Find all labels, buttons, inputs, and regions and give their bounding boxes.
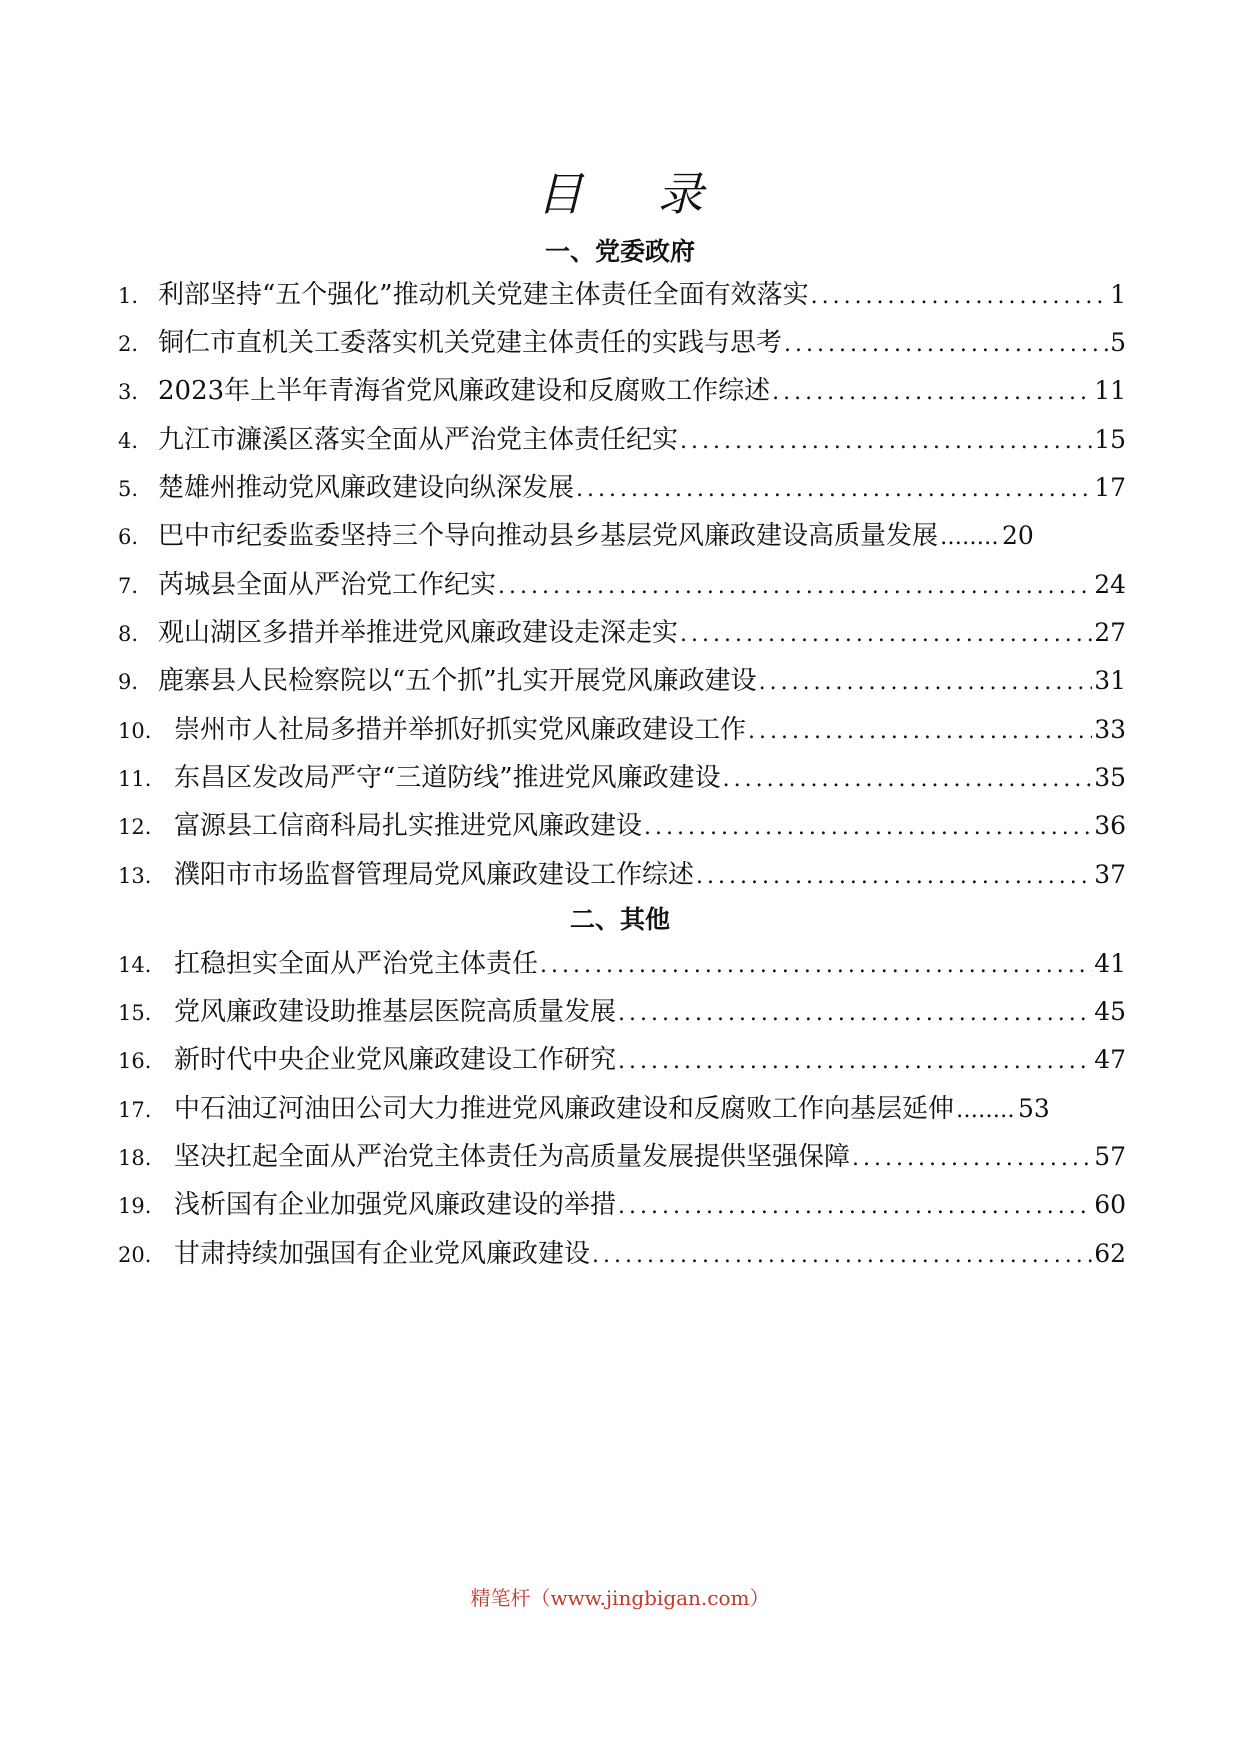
toc-entry-title: 芮城县全面从严治党工作纪实 — [158, 570, 497, 600]
toc-entry-title: 九江市濂溪区落实全面从严治党主体责任纪实 — [158, 425, 679, 455]
toc-entry-number: 3． — [118, 380, 153, 404]
toc-entry-title: 富源县工信商科局扎实推进党风廉政建设 — [174, 811, 643, 841]
toc-entry-page-number: 45 — [1094, 997, 1126, 1026]
toc-entry[interactable] — [118, 855, 1126, 895]
dot-leader — [759, 663, 1093, 703]
toc-entry-page-number: 11 — [1094, 376, 1126, 405]
toc-entry-page-number: 24 — [1094, 570, 1126, 599]
toc-entry[interactable] — [118, 1089, 1126, 1129]
toc-entry-title: 利部坚持“五个强化”推动机关党建主体责任全面有效落实 — [158, 280, 809, 310]
toc-entry-title: 甘肃持续加强国有企业党风廉政建设 — [174, 1239, 591, 1269]
toc-entry-number: 19. — [118, 1194, 152, 1218]
toc-entry-page-number: 47 — [1094, 1045, 1126, 1074]
toc-entry-number: 7. — [118, 574, 139, 598]
toc-entry-title: 扛稳担实全面从严治党主体责任 — [174, 949, 539, 979]
dot-leader — [618, 1187, 1092, 1227]
toc-entry-number: 4. — [118, 429, 139, 453]
toc-entry[interactable] — [118, 613, 1126, 653]
toc-entry-page-number: 31 — [1094, 666, 1126, 695]
toc-entry[interactable] — [118, 1185, 1126, 1225]
toc-entry-page-number: 57 — [1094, 1142, 1126, 1171]
toc-entry[interactable] — [118, 565, 1126, 605]
toc-entry-page-number: 41 — [1094, 949, 1126, 978]
toc-entry-title: 巴中市纪委监委坚持三个导向推动县乡基层党风廉政建设高质量发展 — [158, 521, 939, 551]
dot-leader — [498, 567, 1092, 607]
dot-leader — [592, 1236, 1092, 1276]
toc-entry-number: 9. — [118, 670, 139, 694]
toc-entry[interactable] — [118, 323, 1126, 363]
toc-entry[interactable] — [118, 516, 1126, 556]
dot-leader — [576, 470, 1092, 510]
toc-entry-page-number: 33 — [1094, 715, 1126, 744]
toc-entry-page-number: 1 — [1110, 280, 1126, 309]
toc-entry-number: 11. — [118, 767, 152, 791]
page-title: 目 录 — [536, 167, 734, 221]
dot-leader — [940, 518, 1000, 558]
toc-entry-title: 党风廉政建设助推基层医院高质量发展 — [174, 997, 617, 1027]
toc-entry-title: 鹿寨县人民检察院以“五个抓”扎实开展党风廉政建设 — [158, 666, 757, 696]
section-heading-1: 一、党委政府 — [544, 237, 695, 266]
toc-entry[interactable] — [118, 992, 1126, 1032]
toc-entry-number: 10. — [118, 719, 152, 743]
dot-leader — [772, 373, 1092, 413]
toc-entry-number: 12. — [118, 815, 152, 839]
toc-entry-page-number: 17 — [1094, 473, 1126, 502]
toc-entry-title: 观山湖区多措并举推进党风廉政建设走深走实 — [158, 618, 679, 648]
toc-entry-number: 18. — [118, 1146, 152, 1170]
toc-entry-number: 20. — [118, 1243, 152, 1267]
toc-entry-page-number: 36 — [1094, 811, 1126, 840]
toc-entry-number: 14. — [118, 953, 152, 977]
toc-entry-title: 中石油辽河油田公司大力推进党风廉政建设和反腐败工作向基层延伸 — [174, 1094, 955, 1124]
toc-entry-number: 8. — [118, 622, 139, 646]
dot-leader — [540, 946, 1092, 986]
toc-entry[interactable] — [118, 758, 1126, 798]
dot-leader — [723, 760, 1093, 800]
toc-entry-title: 濮阳市市场监督管理局党风廉政建设工作综述 — [174, 860, 695, 890]
toc-entry[interactable] — [118, 275, 1126, 315]
toc-entry-title: 铜仁市直机关工委落实机关党建主体责任的实践与思考 — [158, 328, 783, 358]
dot-leader — [644, 808, 1092, 848]
toc-entry-page-number: 53 — [1018, 1094, 1050, 1123]
toc-entry[interactable] — [118, 944, 1126, 984]
dot-leader — [748, 712, 1092, 752]
footer-watermark[interactable]: 精笔杆（www.jingbigan.com） — [470, 1586, 770, 1610]
toc-entry-title: 坚决扛起全面从严治党主体责任为高质量发展提供坚强保障 — [174, 1142, 851, 1172]
toc-entry[interactable] — [118, 371, 1126, 411]
dot-leader — [811, 277, 1109, 317]
dot-leader — [680, 422, 1092, 462]
toc-entry-title: 浅析国有企业加强党风廉政建设的举措 — [174, 1190, 617, 1220]
toc-entry[interactable] — [118, 420, 1126, 460]
toc-entry-title: 2023年上半年青海省党风廉政建设和反腐败工作综述 — [158, 376, 771, 406]
toc-entry-number: 6. — [118, 525, 139, 549]
toc-entry[interactable] — [118, 1040, 1126, 1080]
section-heading-2: 二、其他 — [569, 905, 670, 934]
toc-entry-page-number: 37 — [1094, 860, 1126, 889]
toc-entry-page-number: 27 — [1094, 618, 1126, 647]
toc-entry-title: 崇州市人社局多措并举抓好抓实党风廉政建设工作 — [174, 715, 747, 745]
toc-entry-page-number: 15 — [1094, 425, 1126, 454]
toc-entry-title: 楚雄州推动党风廉政建设向纵深发展 — [158, 473, 575, 503]
dot-leader — [956, 1091, 1016, 1131]
toc-entry-number: 17. — [118, 1098, 152, 1122]
toc-entry-number: 16. — [118, 1049, 152, 1073]
dot-leader — [784, 325, 1108, 365]
toc-entry-page-number: 5 — [1110, 328, 1126, 357]
dot-leader — [618, 994, 1092, 1034]
dot-leader — [680, 615, 1092, 655]
toc-entry[interactable] — [118, 661, 1126, 701]
toc-entry-title: 新时代中央企业党风廉政建设工作研究 — [174, 1045, 617, 1075]
toc-entry-number: 2. — [118, 332, 139, 356]
toc-entry[interactable] — [118, 806, 1126, 846]
toc-entry[interactable] — [118, 1234, 1126, 1274]
dot-leader — [696, 857, 1092, 897]
toc-entry-page-number: 62 — [1094, 1239, 1126, 1268]
toc-entry-page-number: 35 — [1094, 763, 1126, 792]
toc-entry-number: 13. — [118, 864, 152, 888]
toc-entry-title: 东昌区发改局严守“三道防线”推进党风廉政建设 — [174, 763, 721, 793]
toc-entry-page-number: 60 — [1094, 1190, 1126, 1219]
toc-entry-page-number: 20 — [1002, 521, 1034, 550]
toc-entry-number: 15. — [118, 1001, 152, 1025]
toc-entry[interactable] — [118, 468, 1126, 508]
dot-leader — [852, 1139, 1092, 1179]
toc-entry-number: 1. — [118, 284, 139, 308]
toc-entry-number: 5. — [118, 477, 139, 501]
dot-leader — [618, 1042, 1092, 1082]
toc-entry[interactable] — [118, 710, 1126, 750]
toc-entry[interactable] — [118, 1137, 1126, 1177]
